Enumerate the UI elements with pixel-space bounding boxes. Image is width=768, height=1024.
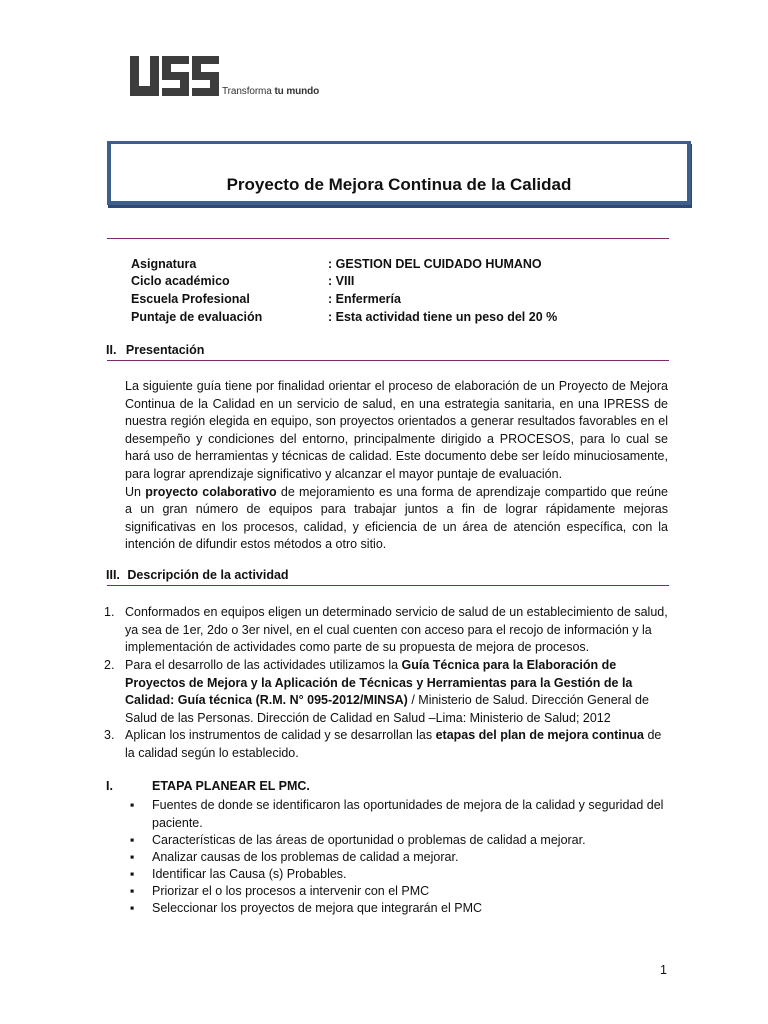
bullet-icon: ▪ [130,850,135,864]
list-number: 3. [104,728,115,742]
section-title: Presentación [125,343,205,357]
stage-title: ETAPA PLANEAR EL PMC. [152,779,310,793]
list-text: Aplican los instrumentos de calidad y se desarrollan las etapas del plan de mejora continua de la calidad según lo establecido. [125,728,662,760]
info-value: : Enfermería [328,292,401,306]
bullet-text: Analizar causas de los problemas de calidad a mejorar. [152,850,459,864]
info-label: Asignatura [131,257,197,271]
bullet-text: Identificar las Causa (s) Probables. [152,867,347,881]
section-heading-descripcion [106,568,289,582]
document-title-box [107,141,691,205]
info-label: Ciclo académico [131,274,230,288]
presentation-paragraph [125,378,668,554]
info-row-subject [0,255,768,273]
bullet-text: Priorizar el o los procesos a intervenir con el PMC [152,884,430,898]
list-number: 1. [104,605,115,619]
info-value: : GESTION DEL CUIDADO HUMANO [328,257,542,271]
info-label: Puntaje de evaluación [131,310,263,324]
section-number: III. [106,568,120,582]
info-row-score [0,308,768,326]
info-value: : Esta actividad tiene un peso del 20 % [328,310,558,324]
bullet-icon: ▪ [130,884,135,898]
paragraph-2: Un proyecto colaborativo de mejoramiento es una forma de aprendizaje compartido que reúne a un gran número de equipos para trabajar juntos a fin de lograr rápidamente mejoras significativas en los procesos, calidad, y eficiencia de un área de atención específica, con la intención de difundir estos métodos a otro sitio. [125,484,668,552]
stage-number: I. [106,779,113,793]
divider [107,585,669,586]
bullet-text: Características de las áreas de oportunidad o problemas de calidad a mejorar. [152,833,586,847]
list-number: 2. [104,658,115,672]
bullet-text: Seleccionar los proyectos de mejora que integrarán el PMC [152,901,483,915]
bullet-icon: ▪ [130,798,135,812]
bullet-icon: ▪ [130,867,135,881]
paragraph-1: La siguiente guía tiene por finalidad orientar el proceso de elaboración de un Proyecto de Mejora Continua de la Calidad en un servicio de salud, en una estrategia sanitaria, en una IPRESS de nuestra región elegida en equipo, son proyectos orientados a generar resultados favorables en el desempeño y condiciones del entorno, principalmente dirigido a PROCESOS, para lo cual se hará uso de herramientas y técnicas de calidad. Este documento debe ser leído minuciosamente, para lograr aprendizaje significativo y alcanzar el mayor puntaje de evaluación. [125,379,668,481]
section-number: II. [106,343,117,357]
info-value: : VIII [328,274,355,288]
info-row-school [0,290,768,308]
logo-tagline: Transforma tu mundo [222,86,320,97]
document-title: Proyecto de Mejora Continua de la Calidad [226,175,572,194]
uss-logo-mark [130,54,220,98]
bullet-icon: ▪ [130,833,135,847]
section-heading-presentacion [106,343,204,357]
divider [107,238,669,239]
divider [107,360,669,361]
page-number: 1 [660,963,667,977]
list-text: Conformados en equipos eligen un determinado servicio de salud de un establecimiento de salud, ya sea de 1er, 2do o 3er nivel, en el cual cuenten con acceso para el recojo de información y la implementación de actividades como parte de su propuesta de mejora de procesos. [125,605,668,655]
bullet-icon: ▪ [130,901,135,915]
info-label: Escuela Profesional [131,292,250,306]
section-title: Descripción de la actividad [127,568,289,582]
uss-logo [130,54,330,102]
list-text: Para el desarrollo de las actividades utilizamos la Guía Técnica para la Elaboración de Proyectos de Mejora y la Aplicación de Técnicas y Herramientas para la Gestión de la Calidad: Guía técnica (R.M. N° 095-2012/MINSA) / Ministerio de Salud. Dirección General de Salud de las Personas. Dirección de Calidad en Salud –Lima: Ministerio de Salud; 2012 [125,658,649,725]
info-row-cycle [0,272,768,290]
bullet-text: Fuentes de donde se identificaron las oportunidades de mejora de la calidad y seguridad del paciente. [152,798,664,830]
